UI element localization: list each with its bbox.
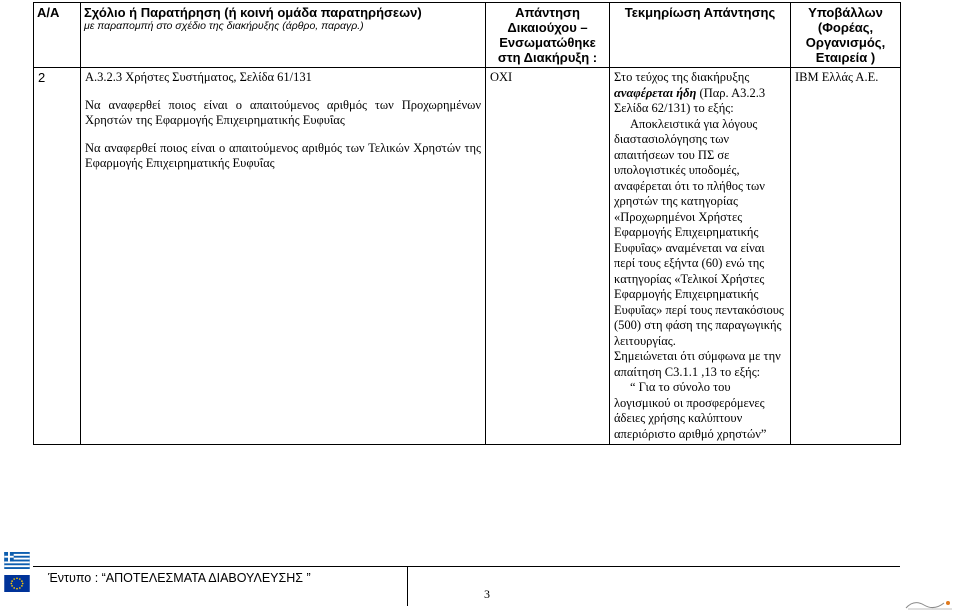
header-answer-l4: στη Διακήρυξη : bbox=[497, 50, 598, 65]
table-row bbox=[34, 68, 901, 445]
eu-flag-icon bbox=[4, 575, 30, 592]
row-submitter: IBM Ελλάς Α.Ε. bbox=[791, 68, 901, 445]
header-submitter-l4: Εταιρεία ) bbox=[815, 50, 876, 65]
header-comment bbox=[81, 3, 486, 68]
comment-reference: Α.3.2.3 Χρήστες Συστήματος, Σελίδα 61/131 bbox=[85, 70, 312, 84]
tekm-note: Σημειώνεται ότι σύμφωνα με την απαίτηση C3.1.1 ,13 το εξής: bbox=[614, 349, 781, 379]
tekm-line-2 bbox=[614, 86, 786, 102]
table-header-row bbox=[34, 3, 901, 68]
row-tekm bbox=[610, 68, 791, 445]
consultation-table bbox=[33, 2, 901, 445]
header-comment-sub: με παραπομπή στο σχέδιο της διακήρυξης (άρθρο, παραγρ.) bbox=[84, 20, 364, 32]
header-comment-title: Σχόλιο ή Παρατήρηση (ή κοινή ομάδα παρατηρήσεων) bbox=[84, 5, 422, 20]
header-submitter-l1: Υποβάλλων bbox=[808, 5, 883, 20]
header-answer bbox=[486, 3, 610, 68]
tekm-line-1: Στο τεύχος της διακήρυξης bbox=[614, 70, 750, 84]
header-submitter bbox=[791, 3, 901, 68]
header-tekm: Τεκμηρίωση Απάντησης bbox=[610, 3, 791, 68]
tekm-line-2-rest: (Παρ. Α3.2.3 bbox=[696, 85, 766, 100]
flags bbox=[4, 552, 30, 592]
footer-divider bbox=[407, 566, 408, 606]
header-submitter-l3: Οργανισμός, bbox=[805, 35, 886, 50]
footer-form-label: Έντυπο : “ΑΠΟΤΕΛΕΣΜΑΤΑ ΔΙΑΒΟΥΛΕΥΣΗΣ ” bbox=[48, 571, 311, 585]
row-answer: ΟΧΙ bbox=[486, 68, 610, 445]
tekm-quote-2: “ Για το σύνολο του λογισμικού οι προσφερόμενες άδειες χρήσης καλύπτουν απεριόριστο αριθμό χρηστών” bbox=[614, 380, 767, 441]
comment-paragraph-1: Να αναφερθεί ποιος είναι ο απαιτούμενος αριθμός των Προχωρημένων Χρηστών της Εφαρμογής Επιχειρηματικής Ευφυΐας bbox=[85, 97, 481, 127]
row-comment bbox=[81, 68, 486, 445]
comment-paragraph-2: Να αναφερθεί ποιος είναι ο απαιτούμενος αριθμός των Τελικών Χρηστών της Εφαρμογής Επιχειρηματικής Ευφυΐας bbox=[85, 140, 481, 170]
greek-flag-icon bbox=[4, 552, 30, 569]
header-answer-l1: Απάντηση bbox=[515, 5, 580, 20]
header-answer-l3: Ενσωματώθηκε bbox=[499, 35, 596, 50]
tekm-quote-1: Αποκλειστικά για λόγους διαστασιολόγησης των απαιτήσεων του ΠΣ σε υπολογιστικές υποδομές, αναφέρεται ότι το πλήθος των χρηστών της κατηγορίας «Προχωρημένοι Χρήστες Εφαρμογής Επιχειρηματικής Ευφυΐας» αναμένεται να είναι περί τους εξήντα (60) ενώ της κατηγορίας «Τελικοί Χρήστες Εφαρμογής Επιχειρηματικής Ευφυΐας» περί τους πεντακόσιους (500) στη φάση της παραγωγικής λειτουργίας. bbox=[614, 116, 784, 348]
tekm-bold: αναφέρεται ήδη bbox=[614, 85, 697, 100]
header-aa: Α/Α bbox=[34, 3, 81, 68]
tekm-line-3: Σελίδα 62/131) το εξής: bbox=[614, 101, 734, 115]
page-number: 3 bbox=[484, 587, 490, 601]
header-answer-l2: Δικαιούχου – bbox=[507, 20, 588, 35]
row-number: 2 bbox=[34, 68, 81, 445]
logo-icon bbox=[904, 597, 956, 611]
header-submitter-l2: (Φορέας, bbox=[817, 20, 874, 35]
